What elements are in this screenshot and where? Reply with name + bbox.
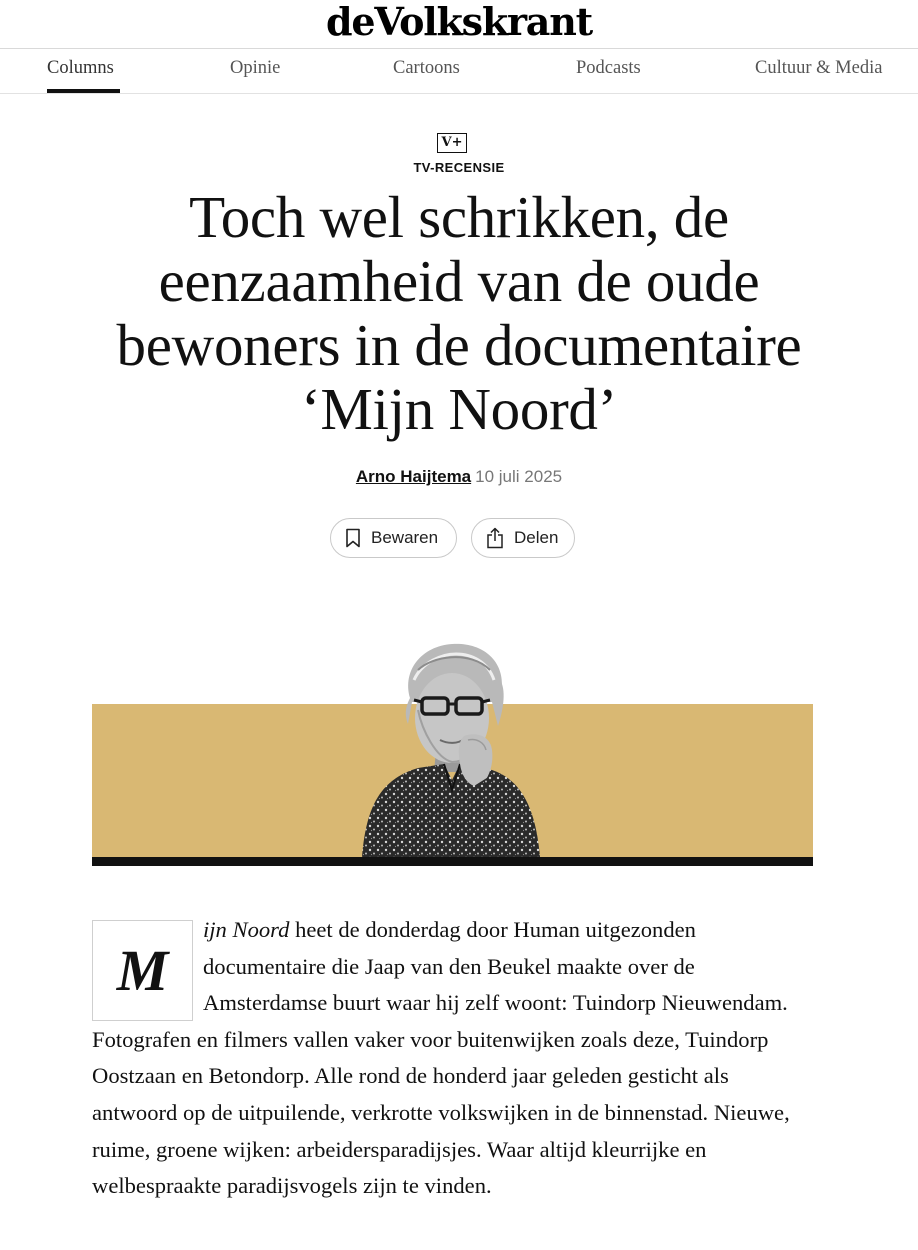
article-body <box>92 912 816 1205</box>
hero-divider-bar <box>92 857 813 866</box>
article-headline: Toch wel schrikken, de eenzaamheid van de oude bewoners in de documentaire ‘Mijn Noord’ <box>116 184 802 442</box>
nav-item-columns[interactable]: Columns <box>47 58 114 78</box>
author-portrait <box>352 640 552 857</box>
italic-lead: ijn Noord <box>203 917 290 942</box>
premium-badge: V+ <box>437 133 467 153</box>
bookmark-icon <box>345 528 361 548</box>
site-logo[interactable]: deVolkskrant <box>326 0 592 44</box>
save-button-label: Bewaren <box>371 528 439 547</box>
share-button-label: Delen <box>514 528 559 547</box>
nav-item-opinie[interactable]: Opinie <box>230 58 281 78</box>
share-button[interactable] <box>471 518 575 558</box>
publish-date: 10 juli 2025 <box>475 467 563 486</box>
author-link[interactable]: Arno Haijtema <box>355 467 472 486</box>
nav-item-cartoons[interactable]: Cartoons <box>393 58 460 78</box>
dropcap: M <box>92 920 193 1021</box>
article-paragraph: heet de donderdag door Human uitgezonden documentaire die Jaap van den Beukel maakte over de Amsterdamse buurt waar hij zelf woont: Tuindorp Nieuwendam. Fotografen en filmers vallen vaker voor buitenwijken zoals deze, Tuindorp Oostzaan en Betondorp. Alle rond de honderd jaar geleden gesticht als antwoord op de uitpuilende, verkrotte volkswijken in de binnenstad. Nieuwe, ruime, groene wijken: arbeidersparadijsjes. Waar altijd kleurrijke en welbespraakte paradijsvogels zijn te vinden. <box>92 917 790 1199</box>
article-kicker[interactable]: TV-RECENSIE <box>413 160 505 175</box>
nav-item-podcasts[interactable]: Podcasts <box>576 58 641 78</box>
author-hero-image <box>92 640 813 866</box>
section-nav <box>0 48 918 94</box>
byline <box>0 465 918 489</box>
active-nav-indicator <box>47 89 120 93</box>
share-icon <box>486 527 504 549</box>
masthead <box>0 0 918 49</box>
nav-item-cultuur-media[interactable]: Cultuur & Media <box>755 58 883 78</box>
save-button[interactable] <box>330 518 457 558</box>
